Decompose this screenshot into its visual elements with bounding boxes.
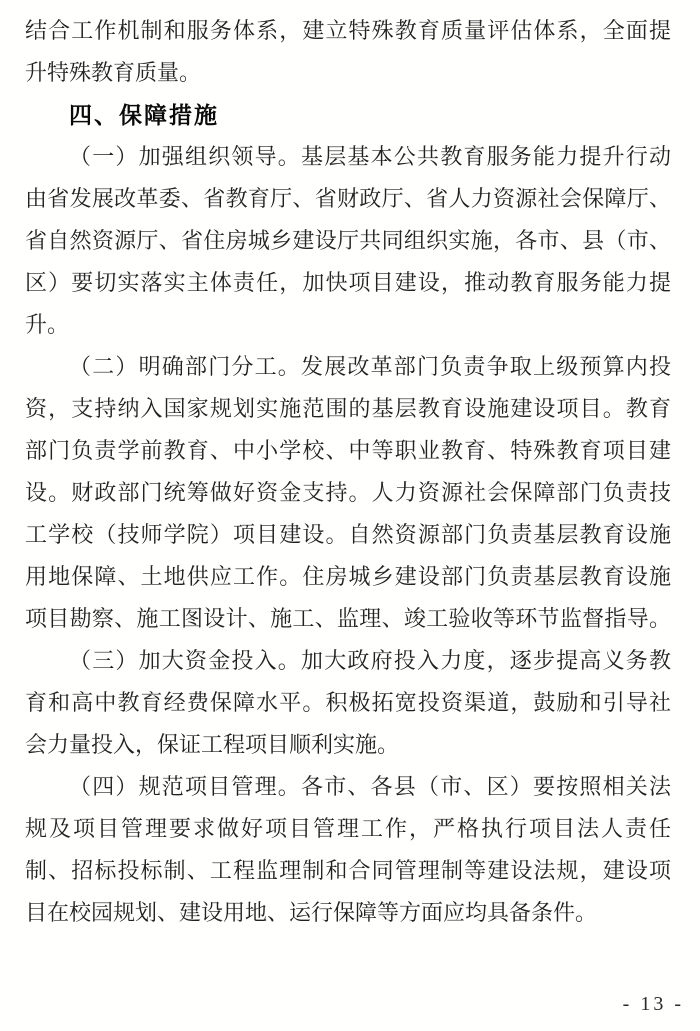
text-line: 规及项目管理要求做好项目管理工作，严格执行项目法人责任 [25,816,671,841]
text-line: 设。财政部门统筹做好资金支持。人力资源社会保障部门负责技 [25,480,671,505]
section-heading: 四、保障措施 [69,102,219,128]
text-line: 工学校（技师学院）项目建设。自然资源部门负责基层教育设施 [25,522,671,547]
text-line: （二）明确部门分工。发展改革部门负责争取上级预算内投 [69,354,671,379]
text-line: 资，支持纳入国家规划实施范围的基层教育设施建设项目。教育 [25,396,671,421]
text-line: 制、招标投标制、工程监理制和合同管理制等建设法规，建设项 [25,858,671,883]
text-line: 项目勘察、施工图设计、施工、监理、竣工验收等环节监督指导。 [25,606,671,631]
text-lines [25,10,671,934]
text-line: 由省发展改革委、省教育厅、省财政厅、省人力资源社会保障厅、 [25,186,671,211]
text-line: （三）加大资金投入。加大政府投入力度，逐步提高义务教 [69,648,671,673]
text-line: （四）规范项目管理。各市、各县（市、区）要按照相关法 [69,774,671,799]
text-line: 区）要切实落实主体责任，加快项目建设，推动教育服务能力提 [25,270,671,295]
text-line: （一）加强组织领导。基层基本公共教育服务能力提升行动 [69,144,671,169]
text-line: 目在校园规划、建设用地、运行保障等方面应均具备条件。 [25,900,598,925]
text-line: 会力量投入，保证工程项目顺利实施。 [25,732,400,757]
page-number: - 13 - [622,993,684,1015]
text-line: 育和高中教育经费保障水平。积极拓宽投资渠道，鼓励和引导社 [25,690,671,715]
text-line: 结合工作机制和服务体系，建立特殊教育质量评估体系，全面提 [25,18,671,43]
text-line: 部门负责学前教育、中小学校、中等职业教育、特殊教育项目建 [25,438,671,463]
text-line: 升。 [25,312,70,337]
text-line: 省自然资源厅、省住房城乡建设厅共同组织实施，各市、县（市、 [25,228,671,253]
text-line: 用地保障、土地供应工作。住房城乡建设部门负责基层教育设施 [25,564,671,589]
text-line: 升特殊教育质量。 [25,60,202,85]
